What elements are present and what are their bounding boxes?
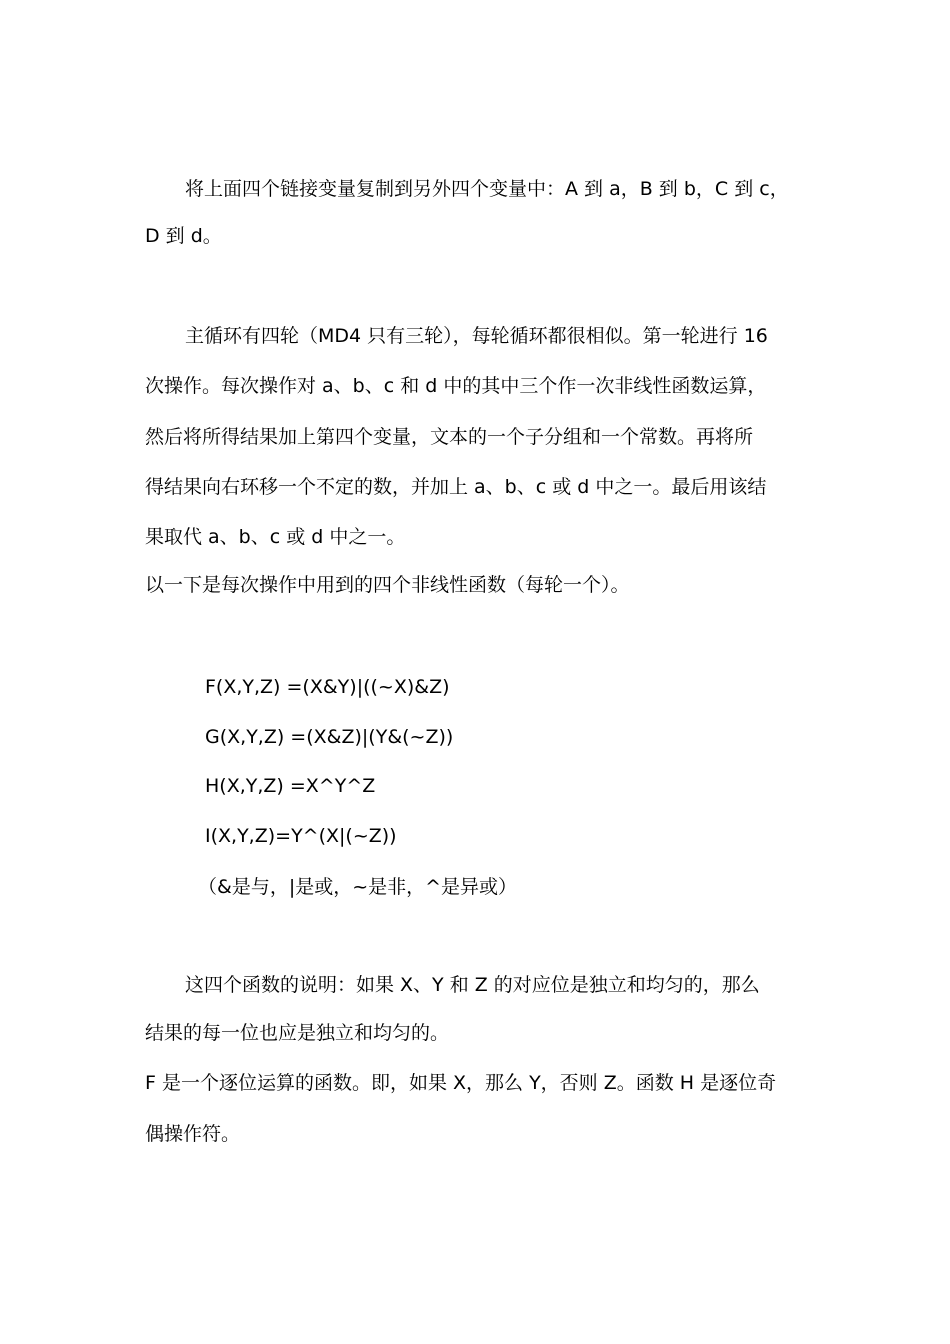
paragraph4-line1: F 是一个逐位运算的函数。即，如果 X，那么 Y，否则 Z。函数 H 是逐位奇 (145, 1072, 777, 1094)
paragraph2-line4: 得结果向右环移一个不定的数，并加上 a、b、c 或 d 中之一。最后用该结 (145, 476, 767, 498)
paragraph3-line2: 结果的每一位也应是独立和均匀的。 (145, 1022, 450, 1044)
formula-f: F(X,Y,Z) =(X&Y)|((~X)&Z) (205, 676, 450, 698)
paragraph4-line2: 偶操作符。 (145, 1123, 241, 1145)
formula-g: G(X,Y,Z) =(X&Z)|(Y&(~Z)) (205, 726, 454, 748)
formula-h: H(X,Y,Z) =X^Y^Z (205, 775, 376, 797)
paragraph2-line3: 然后将所得结果加上第四个变量，文本的一个子分组和一个常数。再将所 (145, 426, 754, 448)
paragraph2-line1: 主循环有四轮（MD4 只有三轮），每轮循环都很相似。第一轮进行 16 (185, 325, 768, 347)
paragraph2-line5: 果取代 a、b、c 或 d 中之一。 (145, 526, 406, 548)
intro-line: 以一下是每次操作中用到的四个非线性函数（每轮一个）。 (145, 574, 630, 596)
paragraph1-line1: 将上面四个链接变量复制到另外四个变量中：A 到 a，B 到 b，C 到 c， (185, 178, 789, 200)
paragraph2-line2: 次操作。每次操作对 a、b、c 和 d 中的其中三个作一次非线性函数运算， (145, 375, 767, 397)
formula-i: I(X,Y,Z)=Y^(X|(~Z)) (205, 825, 397, 847)
operator-note: （&是与，|是或，~是非，^是异或） (198, 876, 518, 898)
paragraph3-line1: 这四个函数的说明：如果 X、Y 和 Z 的对应位是独立和均匀的，那么 (185, 974, 760, 996)
paragraph1-line2: D 到 d。 (145, 225, 222, 247)
